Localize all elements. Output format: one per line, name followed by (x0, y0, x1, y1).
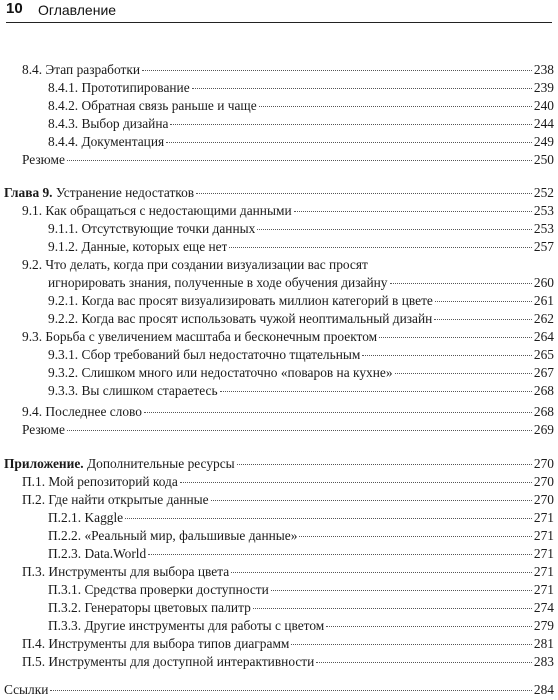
dot-leader (192, 88, 532, 89)
dot-leader (291, 644, 532, 645)
entry-page: 238 (533, 62, 554, 77)
toc-entry[interactable] (48, 293, 554, 309)
entry-title: П.5. Инструменты для доступной интерактивности (22, 654, 315, 669)
dot-leader (395, 373, 532, 374)
entry-title: Устранение недостатков (55, 185, 195, 200)
dot-leader (253, 608, 532, 609)
entry-title: 8.4.1. Прототипирование (48, 80, 190, 95)
entry-page: 257 (533, 239, 554, 254)
entry-page: 270 (533, 456, 554, 471)
entry-title: 9.1. Как обращаться с недостающими данными (22, 203, 292, 218)
dot-leader (257, 229, 532, 230)
dot-leader (67, 160, 532, 161)
entry-title: 8.4.3. Выбор дизайна (48, 116, 169, 131)
entry-page: 268 (533, 383, 554, 398)
entry-page: 244 (533, 116, 554, 131)
entry-page: 260 (533, 275, 554, 290)
entry-title: П.2.3. Data.World (48, 546, 147, 561)
entry-page: 279 (533, 618, 554, 633)
entry-title: Дополнительные ресурсы (87, 456, 235, 471)
toc-entry[interactable] (22, 636, 554, 652)
dot-leader (180, 482, 532, 483)
dot-leader (50, 690, 532, 691)
dot-leader (294, 211, 532, 212)
toc-entry[interactable] (48, 347, 554, 363)
entry-title: 9.1.2. Данные, которых еще нет (48, 239, 228, 254)
entry-page: 269 (533, 422, 554, 437)
entry-page: 267 (533, 365, 554, 380)
toc-entry[interactable] (48, 134, 554, 150)
entry-page: 268 (533, 404, 554, 419)
entry-title: 8.4.2. Обратная связь раньше и чаще (48, 98, 257, 113)
entry-title: 9.2. Что делать, когда при создании визуализации вас просят (22, 257, 368, 272)
toc-entry[interactable] (22, 474, 554, 490)
dot-leader (229, 247, 531, 248)
entry-title: П.3.2. Генераторы цветовых палитр (48, 600, 251, 615)
toc-entry[interactable] (48, 618, 554, 634)
entry-title: Резюме (22, 152, 65, 167)
entry-title: П.3.1. Средства проверки доступности (48, 582, 269, 597)
entry-title: 9.1.1. Отсутствующие точки данных (48, 221, 256, 236)
dot-leader (259, 106, 532, 107)
chapter-label: Глава 9. (4, 185, 53, 200)
entry-page: 265 (533, 347, 554, 362)
entry-title: П.3.3. Другие инструменты для работы с цветом (48, 618, 325, 633)
entry-title: П.2.1. Kaggle (48, 510, 124, 525)
toc-entry[interactable] (22, 422, 554, 438)
entry-page: 271 (533, 528, 554, 543)
entry-page: 264 (533, 329, 554, 344)
toc-entry[interactable] (22, 329, 554, 345)
entry-title: Резюме (22, 422, 65, 437)
dot-leader (434, 319, 532, 320)
toc-entry[interactable] (48, 600, 554, 616)
dot-leader (67, 430, 532, 431)
entry-page: 253 (533, 221, 554, 236)
dot-leader (211, 500, 532, 501)
dot-leader (144, 412, 532, 413)
dot-leader (148, 554, 532, 555)
entry-page: 270 (533, 492, 554, 507)
entry-page: 253 (533, 203, 554, 218)
toc-entry[interactable] (4, 682, 554, 698)
toc-entry[interactable] (22, 62, 554, 78)
entry-page: 250 (533, 152, 554, 167)
dot-leader (170, 124, 531, 125)
toc-entry[interactable] (48, 116, 554, 132)
dot-leader (196, 193, 532, 194)
entry-page: 270 (533, 474, 554, 489)
entry-title: 9.3.2. Слишком много или недостаточно «поваров на кухне» (48, 365, 393, 380)
entry-page: 274 (533, 600, 554, 615)
entry-title: П.2. Где найти открытые данные (22, 492, 209, 507)
entry-title: П.4. Инструменты для выбора типов диаграмм (22, 636, 290, 651)
toc-entry[interactable] (22, 203, 554, 219)
toc-entry-continued[interactable] (48, 275, 554, 291)
entry-page: 281 (533, 636, 554, 651)
toc-entry[interactable] (48, 528, 554, 544)
toc-entry[interactable] (48, 383, 554, 399)
entry-title: 9.3. Борьба с увеличением масштаба и бесконечным проектом (22, 329, 378, 344)
dot-leader (435, 301, 532, 302)
entry-page: 249 (533, 134, 554, 149)
toc-entry[interactable] (22, 492, 554, 508)
entry-title: П.3. Инструменты для выбора цвета (22, 564, 230, 579)
toc-appendix-entry[interactable] (4, 456, 554, 472)
entry-page: 252 (533, 185, 554, 200)
toc-chapter-entry[interactable] (4, 185, 554, 201)
entry-page: 271 (533, 546, 554, 561)
dot-leader (125, 518, 532, 519)
entry-title: игнорировать знания, полученные в ходе обучения дизайну (48, 275, 388, 290)
toc-entry[interactable] (48, 311, 554, 327)
dot-leader (166, 142, 532, 143)
entry-page: 283 (533, 654, 554, 669)
appendix-label: Приложение. (4, 456, 84, 471)
toc-entry[interactable] (22, 654, 554, 670)
entry-title: 8.4. Этап разработки (22, 62, 140, 77)
entry-title: 9.3.1. Сбор требований был недостаточно тщательным (48, 347, 361, 362)
entry-title: 9.4. Последнее слово (22, 404, 142, 419)
entry-page: 262 (533, 311, 554, 326)
toc-entry[interactable] (22, 404, 554, 420)
dot-leader (231, 572, 532, 573)
dot-leader (326, 626, 532, 627)
header-title: Оглавление (38, 2, 117, 18)
entry-title: 8.4.4. Документация (48, 134, 165, 149)
dot-leader (379, 337, 532, 338)
dot-leader (362, 355, 532, 356)
dot-leader (316, 662, 532, 663)
toc-entry[interactable] (22, 257, 554, 273)
entry-title: 9.3.3. Вы слишком стараетесь (48, 383, 218, 398)
dot-leader (142, 70, 532, 71)
entry-page: 261 (533, 293, 554, 308)
entry-page: 239 (533, 80, 554, 95)
entry-page: 271 (533, 582, 554, 597)
entry-title: П.2.2. «Реальный мир, фальшивые данные» (48, 528, 298, 543)
toc-entry[interactable] (22, 564, 554, 580)
entry-page: 240 (533, 98, 554, 113)
toc-entry[interactable] (48, 239, 554, 255)
entry-title: 9.2.1. Когда вас просят визуализировать миллион категорий в цвете (48, 293, 433, 308)
entry-title: П.1. Мой репозиторий кода (22, 474, 178, 489)
dot-leader (237, 464, 532, 465)
entry-title: 9.2.2. Когда вас просят использовать чужой неоптимальный дизайн (48, 311, 433, 326)
dot-leader (390, 283, 532, 284)
entry-page: 271 (533, 564, 554, 579)
page-number: 10 (6, 0, 23, 17)
toc-entry[interactable] (48, 221, 554, 237)
entry-page: 271 (533, 510, 554, 525)
dot-leader (220, 391, 532, 392)
dot-leader (271, 590, 532, 591)
toc-entry[interactable] (48, 582, 554, 598)
toc-entry[interactable] (48, 510, 554, 526)
toc-entry[interactable] (22, 152, 554, 168)
toc-entry[interactable] (48, 365, 554, 381)
toc-entry[interactable] (48, 80, 554, 96)
entry-page: 284 (533, 682, 554, 697)
dot-leader (299, 536, 531, 537)
toc-entry[interactable] (48, 546, 554, 562)
entry-title: Ссылки (4, 682, 49, 697)
toc-entry[interactable] (48, 98, 554, 114)
